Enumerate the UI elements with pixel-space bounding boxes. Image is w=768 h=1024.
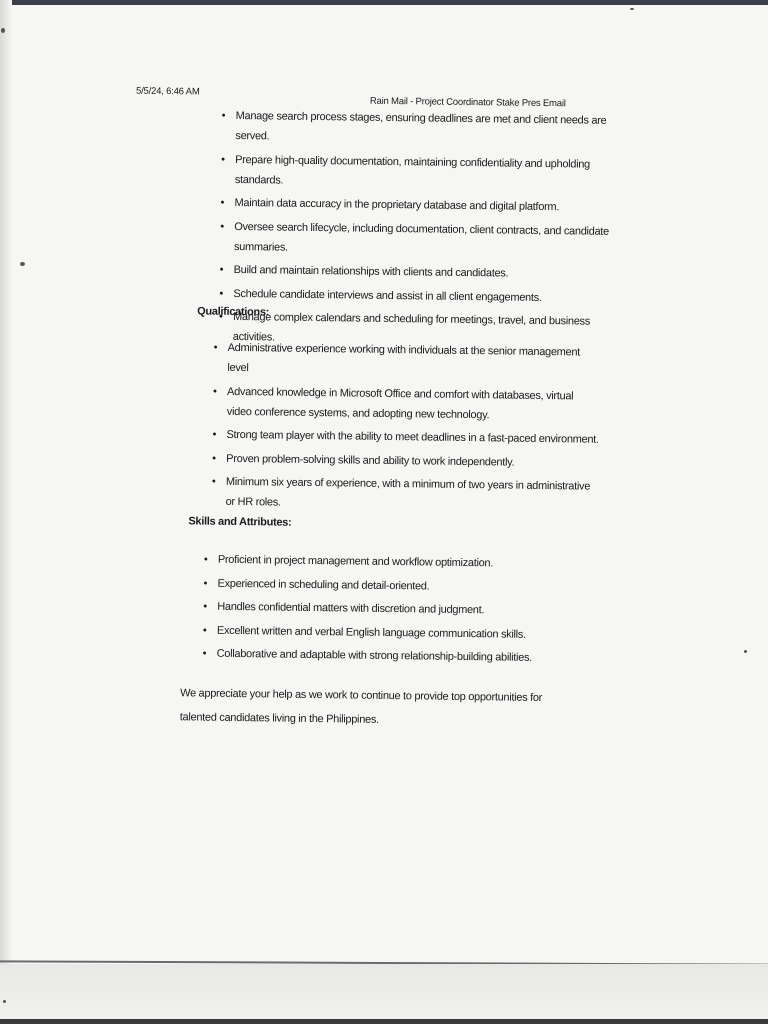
- list-item: • Strong team player with the ability to meet deadlines in a fast-paced environment.: [214, 425, 599, 450]
- skills-list: [204, 550, 606, 673]
- list-item: • Oversee search lifecycle, including documentation, client contracts, and candidate summaries.: [222, 216, 622, 261]
- print-date: 5/5/24, 6:46 AM: [135, 85, 200, 98]
- list-item: • Manage complex calendars and scheduling for meetings, travel, and business activities.: [221, 307, 621, 352]
- closing-paragraph: We appreciate your help as we work to continue to provide top opportunities for talented candidates living in the Philippines.: [179, 687, 543, 726]
- responsibilities-list: [221, 106, 624, 356]
- list-item: • Handles confidential matters with discretion and judgment.: [205, 597, 605, 622]
- list-item: • Schedule candidate interviews and assist in all client engagements.: [221, 283, 621, 308]
- print-title: Rain Mail - Project Coordinator Stake Pres Email: [369, 95, 566, 110]
- list-item: • Maintain data accuracy in the proprietary database and digital platform.: [222, 193, 622, 218]
- list-item: • Proven problem-solving skills and ability to work independently.: [214, 448, 599, 473]
- list-item: • Collaborative and adaptable with strong relationship-building abilities.: [205, 644, 605, 669]
- list-item: • Build and maintain relationships with clients and candidates.: [222, 260, 622, 285]
- qualifications-list: [213, 338, 600, 521]
- list-item: • Manage search process stages, ensuring deadlines are met and client needs are served.: [223, 106, 623, 151]
- list-item: • Minimum six years of experience, with a minimum of two years in administrative or HR roles.: [214, 472, 599, 517]
- skills-heading: Skills and Attributes:: [188, 515, 292, 529]
- list-item: • Experienced in scheduling and detail-oriented.: [205, 573, 605, 598]
- list-item: • Prepare high-quality documentation, maintaining confidentiality and upholding standards.: [223, 149, 623, 194]
- qualifications-heading: Qualifications:: [197, 305, 270, 319]
- list-item: • Advanced knowledge in Microsoft Office and comfort with databases, virtual video conference systems, and adopting new technology.: [215, 381, 600, 426]
- list-item: • Proficient in project management and workflow optimization.: [206, 550, 606, 575]
- list-item: • Excellent written and verbal English language communication skills.: [205, 620, 605, 645]
- list-item: • Administrative experience working with individuals at the senior management level: [215, 338, 600, 383]
